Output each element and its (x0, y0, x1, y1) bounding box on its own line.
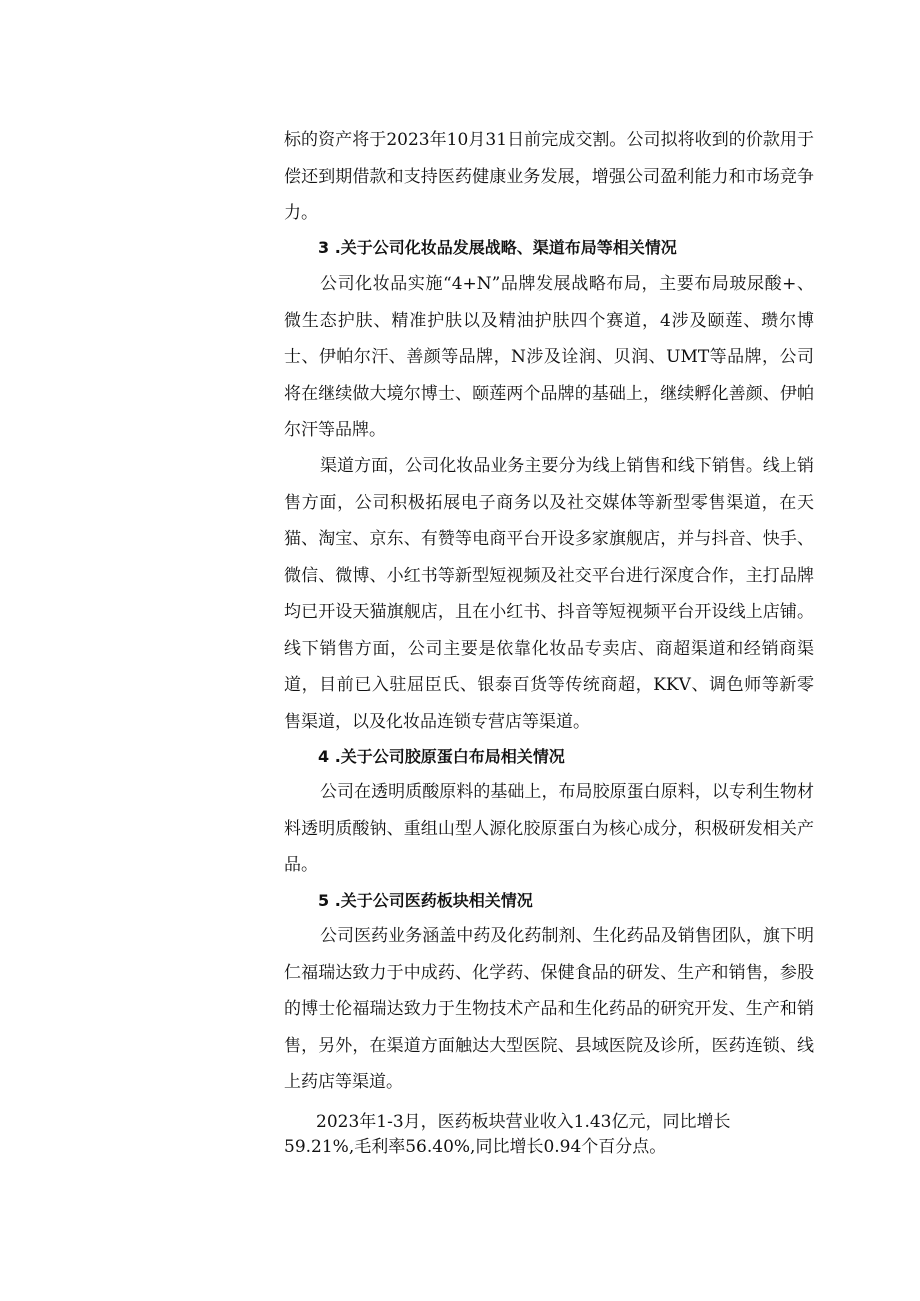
heading-cosmetics-strategy: 3 .关于公司化妆品发展战略、渠道布局等相关情况 (318, 238, 677, 257)
heading-pharma-segment: 5 .关于公司医药板块相关情况 (318, 891, 533, 910)
paragraph-brand-strategy: 公司化妆品实施“4+N”品牌发展战略布局，主要布局玻尿酸+、微生态护肤、精准护肤以及精油护肤四个赛道，4涉及颐莲、瓒尔博士、伊帕尔汗、善颜等品牌，N涉及诠润、贝润、UMT等品牌，公司将在继续做大境尔博士、颐莲两个品牌的基础上，继续孵化善颜、伊帕尔汗等品牌。 (284, 274, 814, 440)
paragraph-asset-transfer: 标的资产将于2023年10月31日前完成交割。公司拟将收到的价款用于偿还到期借款和支持医药健康业务发展，增强公司盈利能力和市场竞争力。 (284, 130, 814, 223)
paragraph-sales-channels: 渠道方面，公司化妆品业务主要分为线上销售和线下销售。线上销售方面，公司积极拓展电子商务以及社交媒体等新型零售渠道，在天猫、淘宝、京东、有赞等电商平台开设多家旗舰店，并与抖音、快手、微信、微博、小红书等新型短视频及社交平台进行深度合作，主打品牌均已开设天猫旗舰店，且在小红书、抖音等短视频平台开设线上店铺。线下销售方面，公司主要是依靠化妆品专卖店、商超渠道和经销商渠道，目前已入驻屈臣氏、银泰百货等传统商超，KKV、调色师等新零售渠道，以及化妆品连锁专营店等渠道。 (284, 456, 814, 732)
pharma-revenue-line-2: 59.21%,毛利率56.40%,同比增长0.94个百分点。 (284, 1137, 667, 1157)
paragraph-collagen: 公司在透明质酸原料的基础上，布局胶原蛋白原料，以专利生物材料透明质酸钠、重组山型人源化胶原蛋白为核心成分，积极研发相关产品。 (284, 782, 814, 875)
paragraph-pharma-revenue (284, 1110, 764, 1160)
pharma-revenue-line-1: 2023年1-3月，医药板块营业收入1.43亿元，同比增长 (316, 1112, 731, 1132)
paragraph-pharma-business: 公司医药业务涵盖中药及化药制剂、生化药品及销售团队，旗下明仁福瑞达致力于中成药、化学药、保健食品的研发、生产和销售，参股的博士伦福瑞达致力于生物技术产品和生化药品的研究开发、生产和销售，另外，在渠道方面触达大型医院、县域医院及诊所，医药连锁、线上药店等渠道。 (284, 926, 814, 1092)
heading-collagen-layout: 4 .关于公司胶原蛋白布局相关情况 (318, 747, 565, 766)
